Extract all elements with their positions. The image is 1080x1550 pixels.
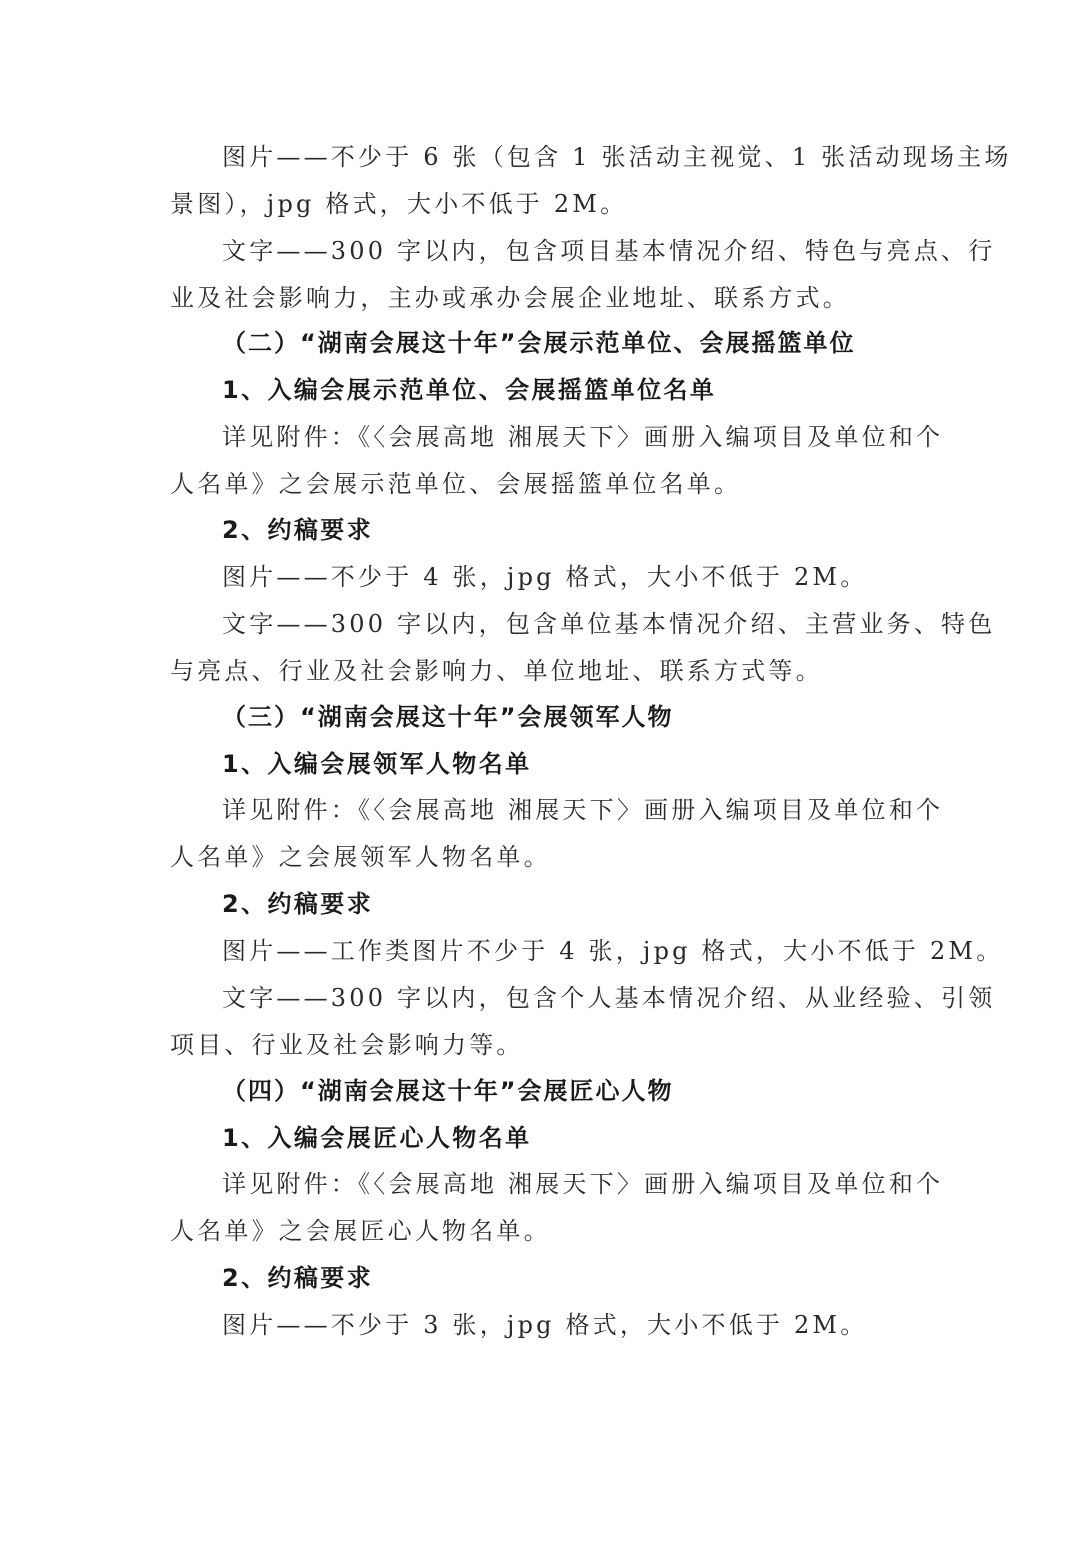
subsection-heading: 1、入编会展示范单位、会展摇篮单位名单 — [222, 376, 717, 404]
paragraph-line: 景图），jpg 格式，大小不低于 2M。 — [170, 190, 628, 218]
paragraph-line: 详见附件：《〈会展高地 湘展天下〉画册入编项目及单位和个 — [222, 423, 944, 451]
paragraph-line: 项目、行业及社会影响力等。 — [170, 1031, 524, 1059]
section-heading: （二）“湖南会展这十年”会展示范单位、会展摇篮单位 — [222, 329, 856, 357]
paragraph-line: 文字——300 字以内，包含项目基本情况介绍、特色与亮点、行 — [222, 237, 996, 265]
paragraph-line: 详见附件：《〈会展高地 湘展天下〉画册入编项目及单位和个 — [222, 1170, 944, 1198]
paragraph-line: 与亮点、行业及社会影响力、单位地址、联系方式等。 — [170, 657, 823, 685]
paragraph-line: 人名单》之会展匠心人物名单。 — [170, 1217, 551, 1245]
paragraph-line: 文字——300 字以内，包含个人基本情况介绍、从业经验、引领 — [222, 984, 996, 1012]
subsection-heading: 1、入编会展匠心人物名单 — [222, 1124, 532, 1152]
paragraph-line: 人名单》之会展领军人物名单。 — [170, 843, 551, 871]
subsection-heading: 1、入编会展领军人物名单 — [222, 750, 532, 778]
paragraph-line: 详见附件：《〈会展高地 湘展天下〉画册入编项目及单位和个 — [222, 796, 944, 824]
subsection-heading: 2、约稿要求 — [222, 516, 374, 544]
paragraph-line: 文字——300 字以内，包含单位基本情况介绍、主营业务、特色 — [222, 610, 996, 638]
subsection-heading: 2、约稿要求 — [222, 1264, 374, 1292]
section-heading: （四）“湖南会展这十年”会展匠心人物 — [222, 1077, 674, 1105]
paragraph-line: 图片——工作类图片不少于 4 张，jpg 格式，大小不低于 2M。 — [222, 937, 1004, 965]
section-heading: （三）“湖南会展这十年”会展领军人物 — [222, 703, 674, 731]
paragraph-line: 业及社会影响力，主办或承办会展企业地址、联系方式。 — [170, 284, 850, 312]
subsection-heading: 2、约稿要求 — [222, 890, 374, 918]
paragraph-line: 图片——不少于 4 张，jpg 格式，大小不低于 2M。 — [222, 563, 868, 591]
paragraph-line: 图片——不少于 6 张（包含 1 张活动主视觉、1 张活动现场主场 — [222, 143, 1012, 171]
paragraph-line: 图片——不少于 3 张，jpg 格式，大小不低于 2M。 — [222, 1311, 868, 1339]
paragraph-line: 人名单》之会展示范单位、会展摇篮单位名单。 — [170, 470, 742, 498]
